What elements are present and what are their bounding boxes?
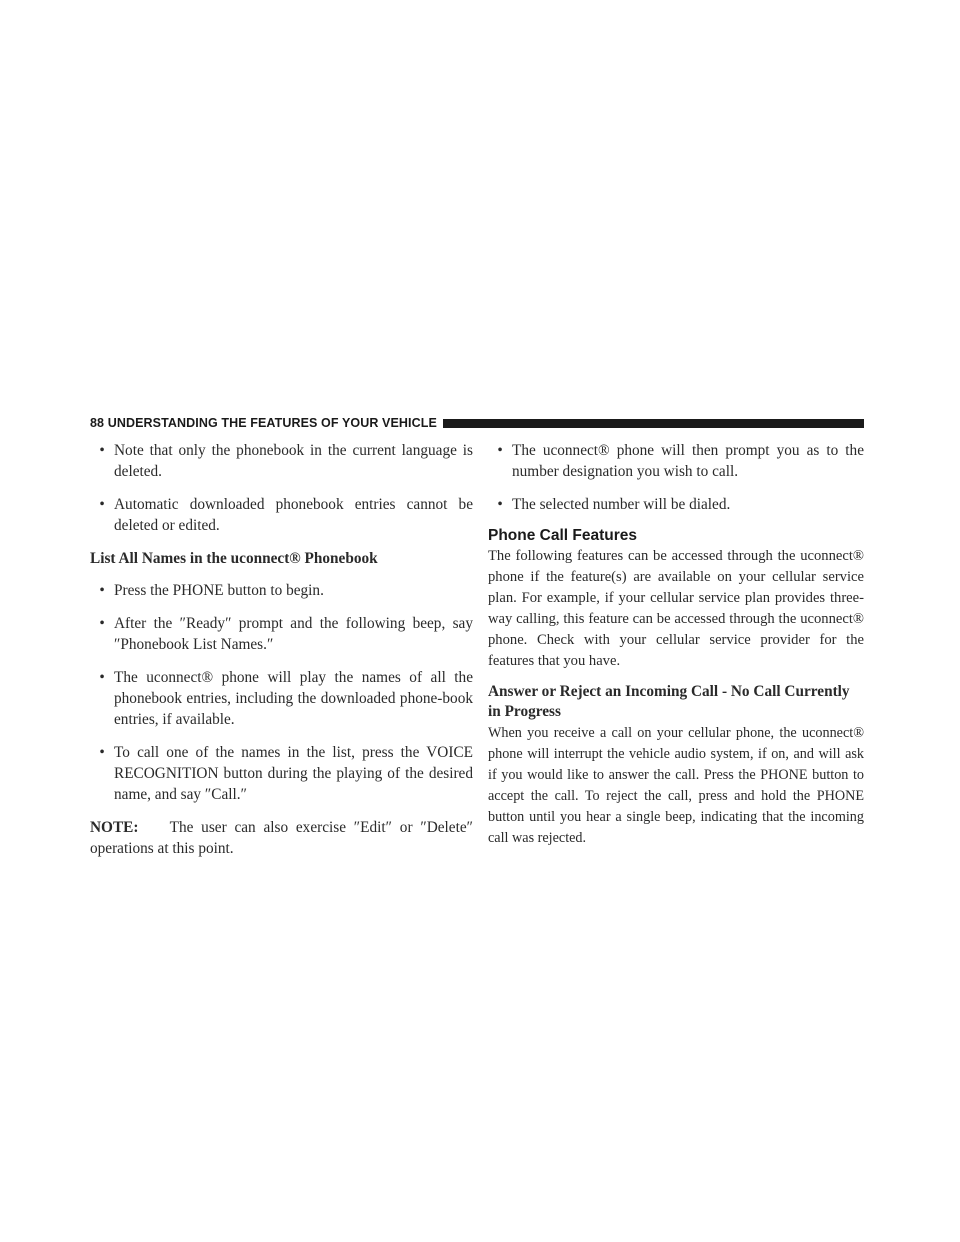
header-rule-bar — [443, 419, 864, 428]
section-title-phone-call-features: Phone Call Features — [488, 527, 638, 544]
page-header — [90, 416, 864, 430]
bullet-icon — [488, 440, 512, 461]
bullet-item — [90, 613, 473, 655]
bullet-text: To call one of the names in the list, press the VOICE RECOGNITION button during the playing of the desired name, and say ″Call.″ — [114, 744, 473, 803]
note-text: The user can also exercise ″Edit″ or ″Delete″ operations at this point. — [90, 819, 473, 857]
page-number: 88 — [90, 416, 105, 430]
section-paragraph: The following features can be accessed through the uconnect® phone if the feature(s) are available on your cellular service plan. For example, if your cellular service plan provides three-way calling, this feature can be accessed through the uconnect® phone. Check with your cellular service provider for the features that you have. — [488, 548, 864, 669]
bullet-text: The selected number will be dialed. — [512, 496, 731, 513]
subheading-answer-reject: Answer or Reject an Incoming Call - No Call Currently in Progress — [488, 683, 850, 720]
right-column — [488, 440, 864, 849]
bullet-text: After the ″Ready″ prompt and the following beep, say ″Phonebook List Names.″ — [114, 615, 473, 653]
bullet-text: The uconnect® phone will then prompt you as to the number designation you wish to call. — [512, 442, 864, 480]
subheading-list-all-names: List All Names in the uconnect® Phonebook — [90, 550, 378, 567]
bullet-icon — [90, 667, 114, 688]
bullet-item — [90, 580, 473, 601]
bullet-item — [90, 742, 473, 805]
bullet-item — [90, 667, 473, 730]
bullet-text: Automatic downloaded phonebook entries cannot be deleted or edited. — [114, 496, 473, 534]
note-label: NOTE: — [90, 819, 139, 836]
note-paragraph — [90, 817, 473, 859]
bullet-text: The uconnect® phone will play the names of all the phonebook entries, including the downloaded phone-book entries, if available. — [114, 669, 473, 728]
bullet-text: Press the PHONE button to begin. — [114, 582, 324, 599]
bullet-icon — [90, 494, 114, 515]
bullet-icon — [488, 494, 512, 515]
bullet-item — [90, 494, 473, 536]
bullet-icon — [90, 742, 114, 763]
bullet-item — [90, 440, 473, 482]
bullet-icon — [90, 580, 114, 601]
left-column — [90, 440, 473, 859]
subheading-paragraph: When you receive a call on your cellular phone, the uconnect® phone will interrupt the vehicle audio system, if on, and will ask if you would like to answer the call. Press the PHONE button to accept the call. To reject the call, press and hold the PHONE button until you hear a single beep, indicating that the incoming call was rejected. — [488, 725, 864, 846]
bullet-icon — [90, 440, 114, 461]
page-header-text — [90, 416, 443, 430]
bullet-item — [488, 440, 864, 482]
bullet-icon — [90, 613, 114, 634]
header-title: UNDERSTANDING THE FEATURES OF YOUR VEHICLE — [107, 416, 437, 430]
bullet-item — [488, 494, 864, 515]
bullet-text: Note that only the phonebook in the current language is deleted. — [114, 442, 473, 480]
